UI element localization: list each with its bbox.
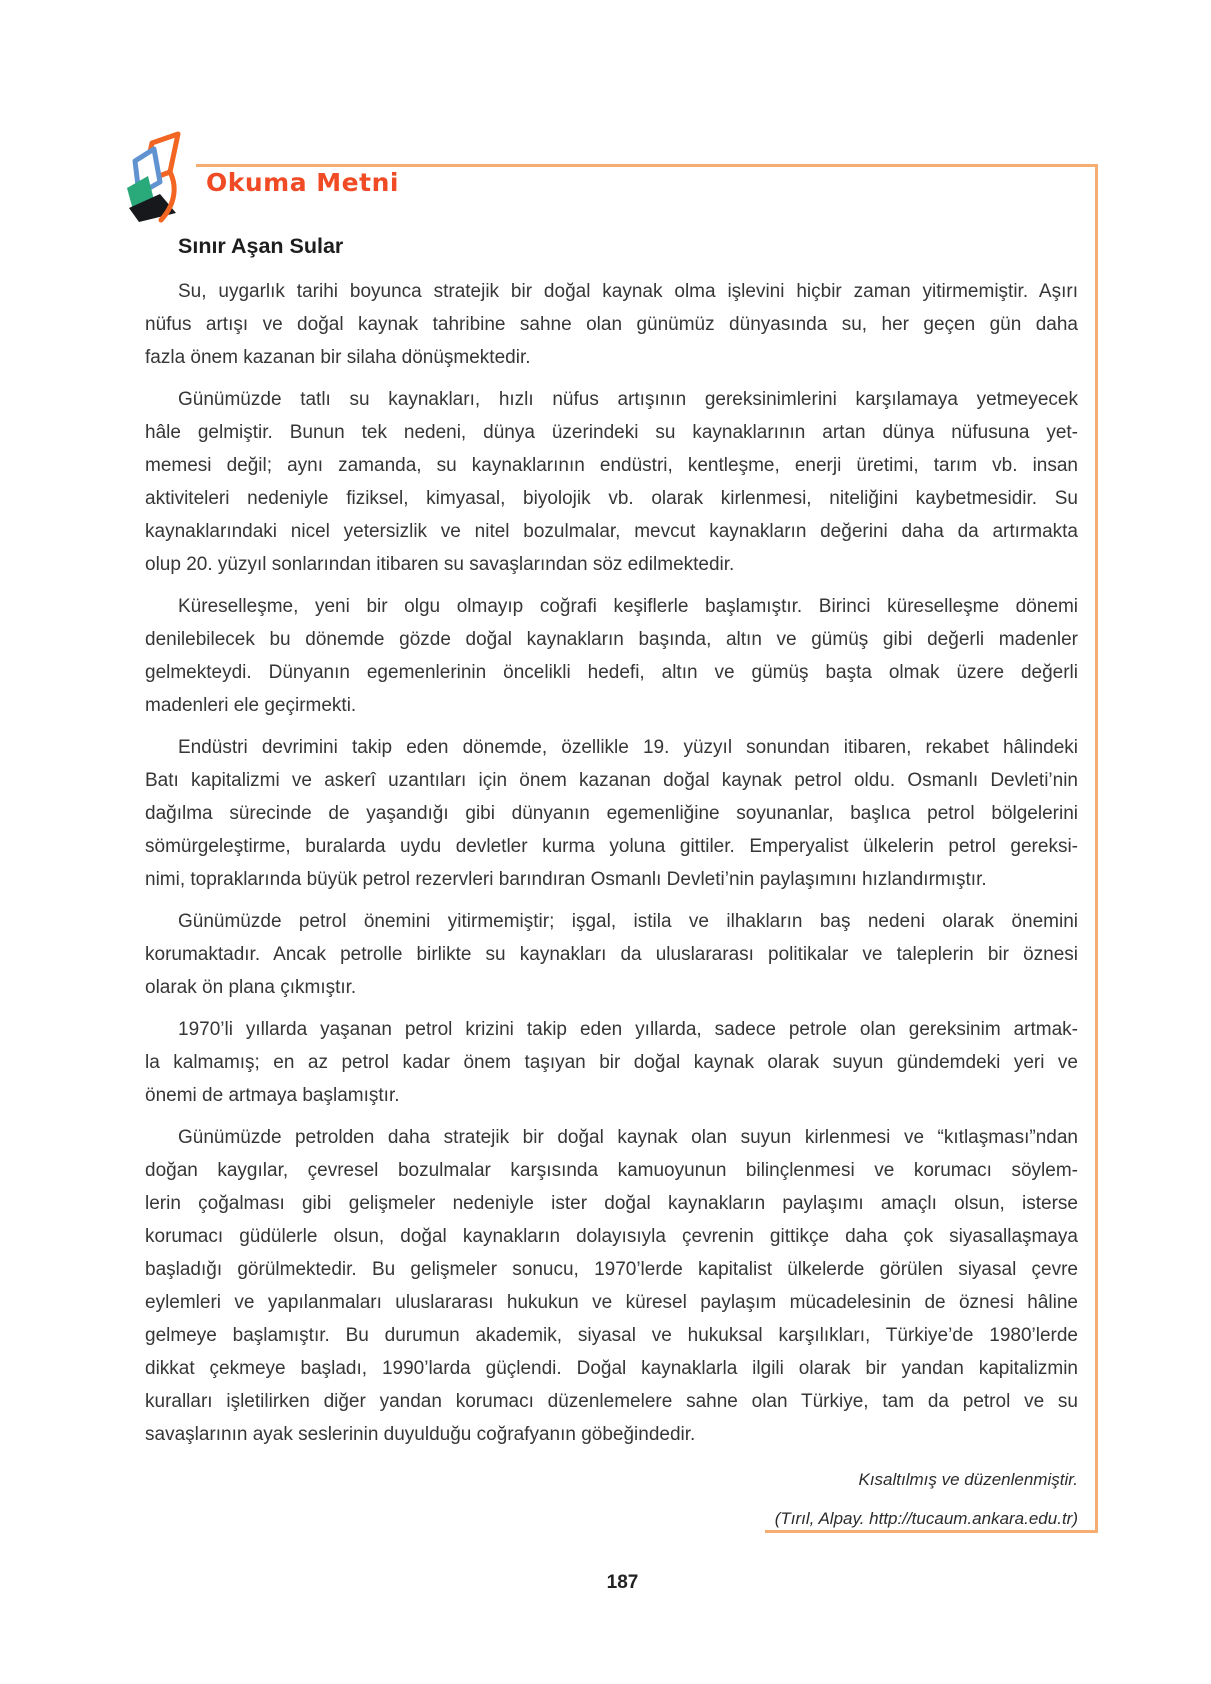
text-line: başladığı görülmektedir. Bu gelişmeler sonucu, 1970’lerde kapitalist ülkelerde görülen siyasal çevre — [145, 1259, 1078, 1280]
text-line: nüfus artışı ve doğal kaynak tahribine sahne olan günümüz dünyasında su, her geçen gün daha — [145, 314, 1078, 335]
text-line: gelmeye başlamıştır. Bu durumun akademik, siyasal ve hukuksal karşılıkları, Türkiye’de 1980’lerde — [145, 1325, 1078, 1346]
text-line: eylemleri ve yapılanmaları uluslararası hukukun ve küresel paylaşım mücadelesinin de öznesi hâline — [145, 1292, 1078, 1313]
text-line: hâle gelmiştir. Bunun tek nedeni, dünya üzerindeki su kaynaklarının artan dünya nüfusuna yet- — [145, 422, 1078, 443]
text-line: önemi de artmaya başlamıştır. — [145, 1085, 400, 1106]
article-body — [145, 275, 1078, 1451]
text-line: kuralları işletilirken diğer yandan korumacı düzenlemelere sahne olan Türkiye, tam da petrol ve su — [145, 1391, 1078, 1412]
text-line: doğan kaygılar, çevresel bozulmalar karşısında kamuoyunun bilinçlenmesi ve korumacı söylem- — [145, 1160, 1078, 1181]
text-line: kaynaklarındaki nicel yetersizlik ve nitel bozulmalar, mevcut kaynakların değerini daha da artırmakta — [145, 521, 1078, 542]
text-line: nimi, topraklarında büyük petrol rezervleri barındıran Osmanlı Devleti’nin paylaşımını hızlandırmıştır. — [145, 869, 987, 890]
text-line: korumacı güdülerle olsun, doğal kaynakların dolayısıyla çevrenin gittikçe daha çok siyasallaşmaya — [145, 1226, 1078, 1247]
text-line: lerin çoğalması gibi gelişmeler nedeniyle ister doğal kaynakların paylaşımı amaçlı olsun, isterse — [145, 1193, 1078, 1214]
text-line: memesi değil; aynı zamanda, su kaynaklarının endüstri, kentleşme, enerji üretimi, tarım vb. insan — [145, 455, 1078, 476]
text-line: 1970’li yıllarda yaşanan petrol krizini takip eden yıllarda, sadece petrole olan gereksinim artmak- — [178, 1019, 1078, 1040]
text-line: Günümüzde petrol önemini yitirmemiştir; işgal, istila ve ilhakların baş nedeni olarak önemini — [178, 911, 1078, 932]
text-line: la kalmamış; en az petrol kadar önem taşıyan bir doğal kaynak olarak suyun gündemdeki yeri ve — [145, 1052, 1078, 1073]
attribution-line: (Tırıl, Alpay. http://tucaum.ankara.edu.tr) — [774, 1509, 1078, 1528]
text-line: Küreselleşme, yeni bir olgu olmayıp coğrafi keşiflerle başlamıştır. Birinci küreselleşme dönemi — [178, 596, 1078, 617]
text-line: Günümüzde petrolden daha stratejik bir doğal kaynak olan suyun kirlenmesi ve “kıtlaşması”ndan — [178, 1127, 1078, 1148]
text-line: dağılma sürecinde de yaşandığı gibi dünyanın egemenliğine soyunanlar, başlıca petrol bölgelerini — [145, 803, 1078, 824]
text-line: fazla önem kazanan bir silaha dönüşmektedir. — [145, 347, 531, 368]
paragraph — [145, 275, 1078, 374]
text-line: Günümüzde tatlı su kaynakları, hızlı nüfus artışının gereksinimlerini karşılamaya yetmeyecek — [178, 389, 1078, 410]
text-line: gelmekteydi. Dünyanın egemenlerinin öncelikli hedefi, altın ve gümüş başta olmak üzere değerli — [145, 662, 1078, 683]
paragraph — [145, 1013, 1078, 1112]
attribution — [145, 1460, 1078, 1538]
text-line: olup 20. yüzyıl sonlarından itibaren su savaşlarından söz edilmektedir. — [145, 554, 735, 575]
paragraph — [145, 590, 1078, 722]
paragraph — [145, 731, 1078, 896]
article — [145, 234, 1078, 1538]
text-line: sömürgeleştirme, buralarda uydu devletler kurma yoluna gittiler. Emperyalist ülkelerin petrol gereksi- — [145, 836, 1078, 857]
text-line: Endüstri devrimini takip eden dönemde, özellikle 19. yüzyıl sonundan itibaren, rekabet hâlindeki — [178, 737, 1078, 758]
text-line: olarak ön plana çıkmıştır. — [145, 977, 357, 998]
text-line: savaşlarının ayak seslerinin duyulduğu coğrafyanın göbeğindedir. — [145, 1424, 696, 1445]
text-line: Batı kapitalizmi ve askerî uzantıları için önem kazanan doğal kaynak petrol oldu. Osmanlı Devleti’nin — [145, 770, 1078, 791]
page-number: 187 — [606, 1572, 639, 1593]
text-line: madenleri ele geçirmekti. — [145, 695, 357, 716]
article-title: Sınır Aşan Sular — [178, 234, 344, 258]
text-line: aktiviteleri nedeniyle fiziksel, kimyasal, biyolojik vb. olarak kirlenmesi, niteliğini kaybetmesidir. Su — [145, 488, 1078, 509]
text-line: Su, uygarlık tarihi boyunca stratejik bir doğal kaynak olma işlevini hiçbir zaman yitirmemiştir. Aşırı — [178, 281, 1078, 302]
paragraph — [145, 383, 1078, 581]
book-pages-icon — [112, 130, 204, 226]
paragraph — [145, 905, 1078, 1004]
section-header-label: Okuma Metni — [206, 168, 399, 197]
text-line: korumaktadır. Ancak petrolle birlikte su kaynakları da uluslararası politikalar ve taleplerin bir öznesi — [145, 944, 1078, 965]
text-line: denilebilecek bu dönemde gözde doğal kaynakların başında, altın ve gümüş gibi değerli madenler — [145, 629, 1078, 650]
paragraph — [145, 1121, 1078, 1451]
attribution-line: Kısaltılmış ve düzenlenmiştir. — [858, 1470, 1078, 1489]
text-line: dikkat çekmeye başladı, 1990’larda güçlendi. Doğal kaynaklarla ilgili olarak bir yandan kapitalizmin — [145, 1358, 1078, 1379]
